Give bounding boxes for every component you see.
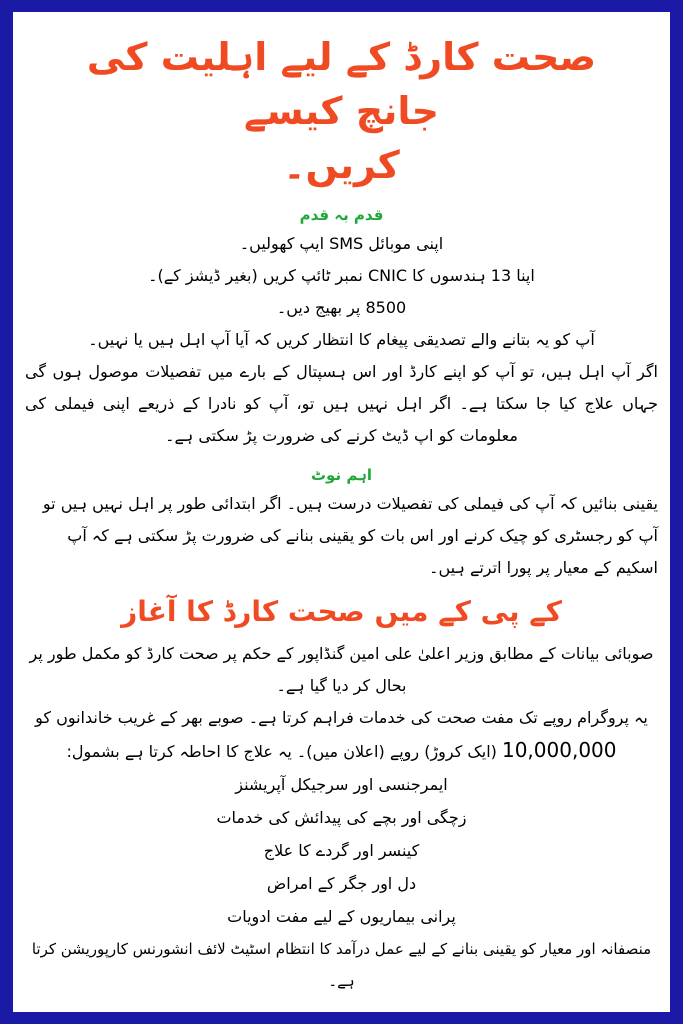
kp-line-3-text: (ایک کروڑ) روپے (اعلان میں)۔ یہ علاج کا احاطہ کرتا ہے بشمول: bbox=[66, 742, 497, 761]
kp-line-2: یہ پروگرام روپے تک مفت صحت کی خدمات فراہم کرتا ہے۔ صوبے بھر کے غریب خاندانوں کو bbox=[35, 708, 648, 727]
list-item: پرانی بیماریوں کے لیے مفت ادویات bbox=[227, 907, 456, 926]
closing-line: منصفانہ اور معیار کو یقینی بنانے کے لیے عمل درآمد کا انتظام اسٹیٹ لائف انشورنس کارپوریشن کرتا ہے۔ bbox=[31, 940, 652, 990]
coverage-list bbox=[13, 768, 670, 933]
list-item: زچگی اور بچے کی پیدائش کی خدمات bbox=[216, 808, 467, 827]
article-page bbox=[13, 12, 670, 1012]
page-title: صحت کارڈ کے لیے اہلیت کی جانچ کیسے bbox=[86, 35, 597, 133]
note-heading: اہم نوٹ bbox=[310, 466, 373, 484]
step-item: 8500 پر بھیج دیں۔ bbox=[276, 298, 407, 317]
list-item: ایمرجنسی اور سرجیکل آپریشنز bbox=[235, 775, 448, 794]
step-item: آپ کو یہ بتانے والے تصدیقی پیغام کا انتظار کریں کہ آیا آپ اہل ہیں یا نہیں۔ bbox=[88, 330, 595, 349]
kp-amount: 10,000,000 bbox=[501, 738, 617, 762]
result-paragraph: اگر آپ اہل ہیں، تو آپ کو اپنے کارڈ اور اس ہسپتال کے بارے میں تفصیلات موصول ہوں گی جہاں علاج کیا جا سکتا ہے۔ اگر اہل نہیں ہیں تو، آپ کو نادرا کے ذریعے اپنی فیملی کی معلومات کو اپ ڈیٹ کرنے کی ضرورت پڑ سکتی ہے۔ bbox=[25, 362, 658, 445]
list-item: دل اور جگر کے امراض bbox=[266, 874, 417, 893]
list-item: کینسر اور گردے کا علاج bbox=[263, 841, 420, 860]
kp-heading: کے پی کے میں صحت کارڈ کا آغاز bbox=[121, 595, 562, 628]
steps-heading: قدم بہ قدم bbox=[299, 206, 384, 224]
kp-line-1: صوبائی بیانات کے مطابق وزیر اعلیٰ علی امین گنڈاپور کے حکم پر صحت کارڈ کو مکمل طور پر بحال کر دیا گیا ہے۔ bbox=[29, 644, 654, 695]
step-item: اپنا 13 ہندسوں کا CNIC نمبر ٹائپ کریں (بغیر ڈیشز کے)۔ bbox=[148, 266, 535, 285]
step-item: اپنی موبائل SMS ایپ کھولیں۔ bbox=[239, 234, 444, 253]
note-paragraph: یقینی بنائیں کہ آپ کی فیملی کی تفصیلات درست ہیں۔ اگر ابتدائی طور پر اہل نہیں ہیں تو آپ کو رجسٹری کو چیک کرنے اور اس بات کو یقینی بنانے کی ضرورت پڑ سکتی ہے کہ آپ اسکیم کے معیار پر پورا اترتے ہیں۔ bbox=[42, 494, 658, 577]
kp-line-3 bbox=[13, 734, 670, 768]
page-title-line2: کریں۔ bbox=[283, 143, 400, 187]
